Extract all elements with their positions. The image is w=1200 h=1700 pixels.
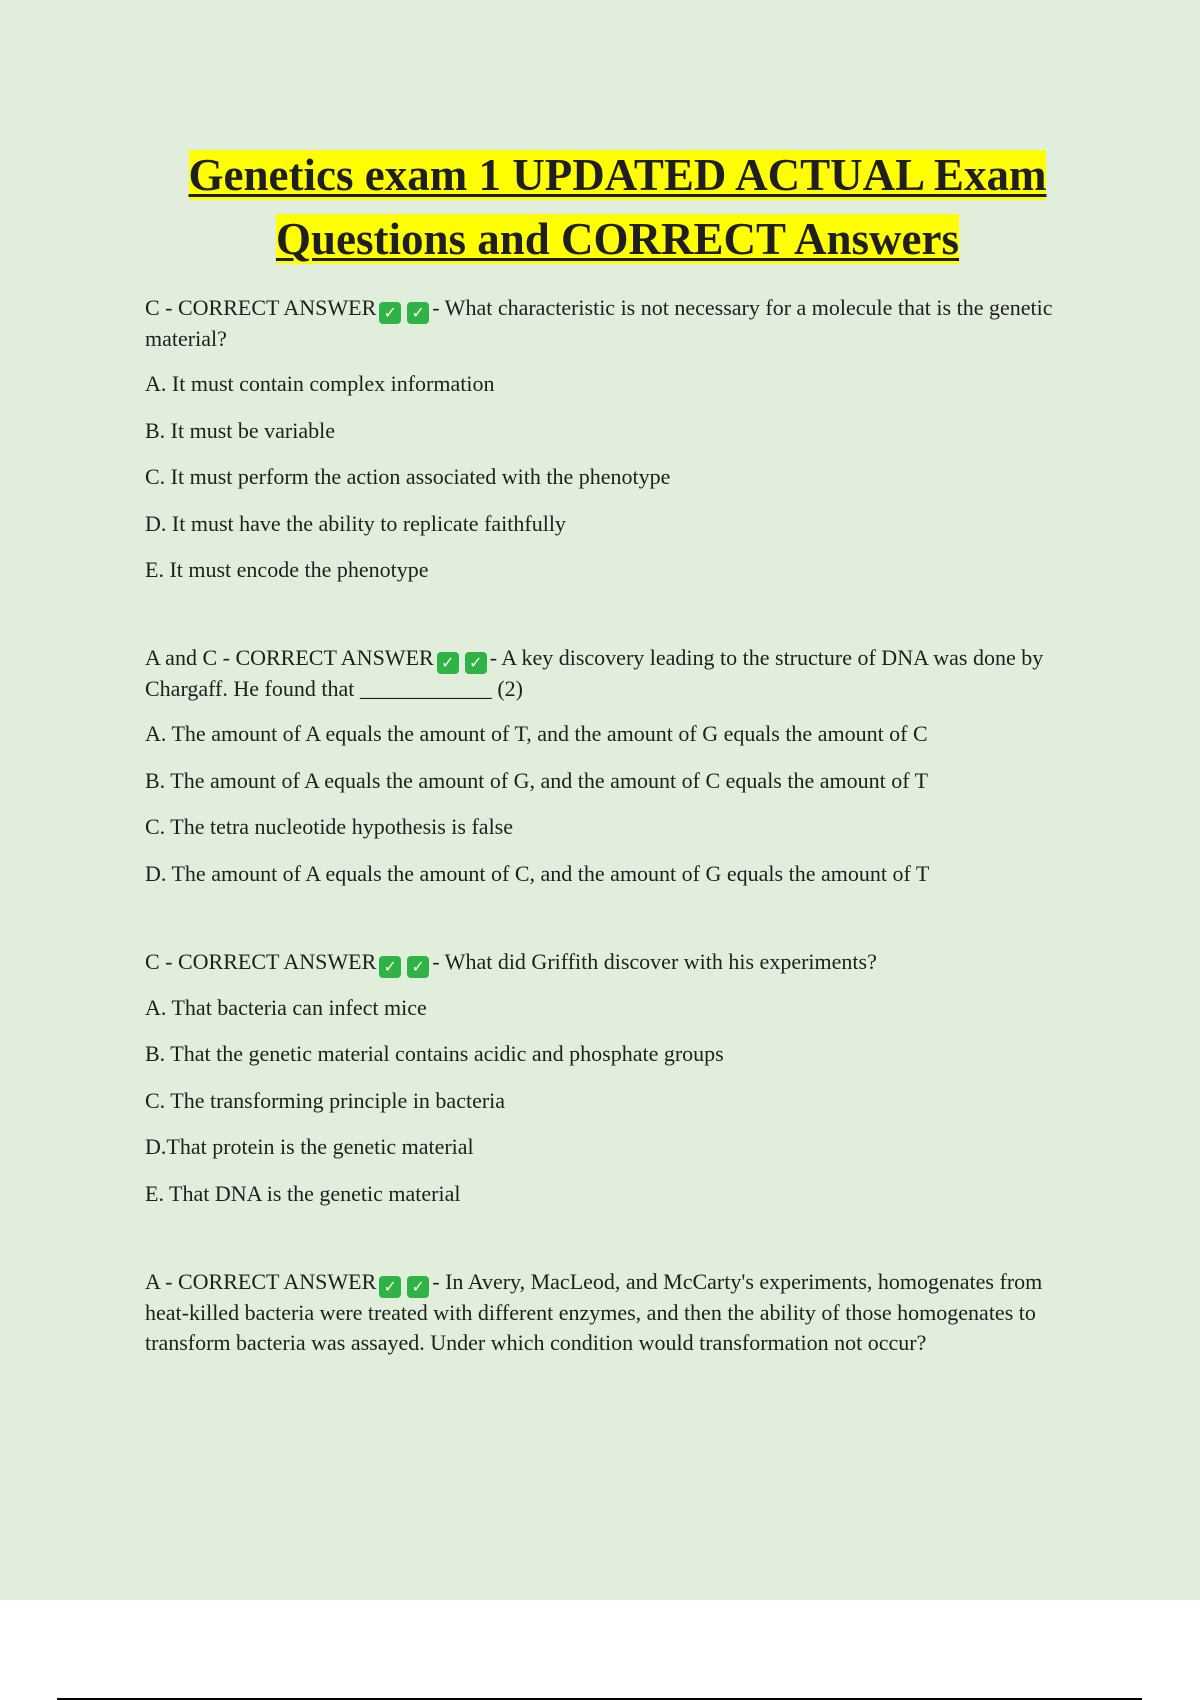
question-text	[145, 643, 1090, 704]
question-text	[145, 947, 1090, 978]
question-prompt: - In Avery, MacLeod, and McCarty's experiments, homogenates from heat-killed bacteria were treated with different enzymes, and then the ability of those homogenates to transform bacteria was assayed. Under which condition would transformation not occur?	[145, 1268, 1043, 1355]
question-block-2	[145, 643, 1090, 889]
option-item: B. The amount of A equals the amount of G, and the amount of C equals the amount of T	[145, 767, 929, 793]
question-block-3	[145, 947, 1090, 1209]
option-item: B. It must be variable	[145, 417, 336, 443]
check-mark-icon: ✓	[407, 1276, 429, 1298]
option-item: C. The transforming principle in bacteria	[145, 1087, 506, 1113]
document-content	[145, 143, 1090, 1416]
option-item: A. That bacteria can infect mice	[145, 994, 427, 1020]
option-item: E. It must encode the phenotype	[145, 557, 429, 582]
check-mark-icon: ✓	[379, 302, 401, 324]
check-mark-icon: ✓	[407, 956, 429, 978]
option-item: A. The amount of A equals the amount of T, and the amount of G equals the amount of C	[145, 721, 928, 746]
question-text	[145, 293, 1090, 354]
question-block-4	[145, 1267, 1090, 1358]
check-mark-icon: ✓	[379, 956, 401, 978]
option-item: C. It must perform the action associated with the phenotype	[145, 464, 671, 489]
check-mark-icon: ✓	[379, 1276, 401, 1298]
check-mark-icon: ✓	[437, 652, 459, 674]
answer-label: A - CORRECT ANSWER	[145, 1268, 377, 1294]
option-item: B. That the genetic material contains acidic and phosphate groups	[145, 1041, 724, 1066]
option-item: D. The amount of A equals the amount of C, and the amount of G equals the amount of T	[145, 860, 930, 886]
question-prompt: - What characteristic is not necessary for a molecule that is the genetic material?	[145, 295, 1053, 351]
title-line-1: Genetics exam 1 UPDATED ACTUAL Exam	[188, 150, 1047, 200]
option-item: D.That protein is the genetic material	[145, 1134, 474, 1159]
question-text	[145, 1267, 1090, 1358]
title-highlight	[189, 150, 1047, 264]
check-mark-icon: ✓	[407, 302, 429, 324]
answer-label: C - CORRECT ANSWER	[145, 295, 377, 320]
option-item: E. That DNA is the genetic material	[145, 1180, 461, 1206]
question-block-1	[145, 293, 1090, 585]
title-line-2: Questions and CORRECT Answers	[275, 214, 960, 264]
check-mark-icon: ✓	[465, 652, 487, 674]
option-item: A. It must contain complex information	[145, 371, 495, 396]
answer-label: A and C - CORRECT ANSWER	[145, 645, 434, 670]
document-title	[145, 143, 1090, 271]
question-prompt: - What did Griffith discover with his experiments?	[432, 948, 877, 974]
option-item: D. It must have the ability to replicate faithfully	[145, 510, 566, 536]
option-item: C. The tetra nucleotide hypothesis is false	[145, 814, 514, 839]
question-prompt: - A key discovery leading to the structure of DNA was done by Chargaff. He found that ____________ (2)	[145, 645, 1044, 701]
answer-label: C - CORRECT ANSWER	[145, 948, 377, 974]
